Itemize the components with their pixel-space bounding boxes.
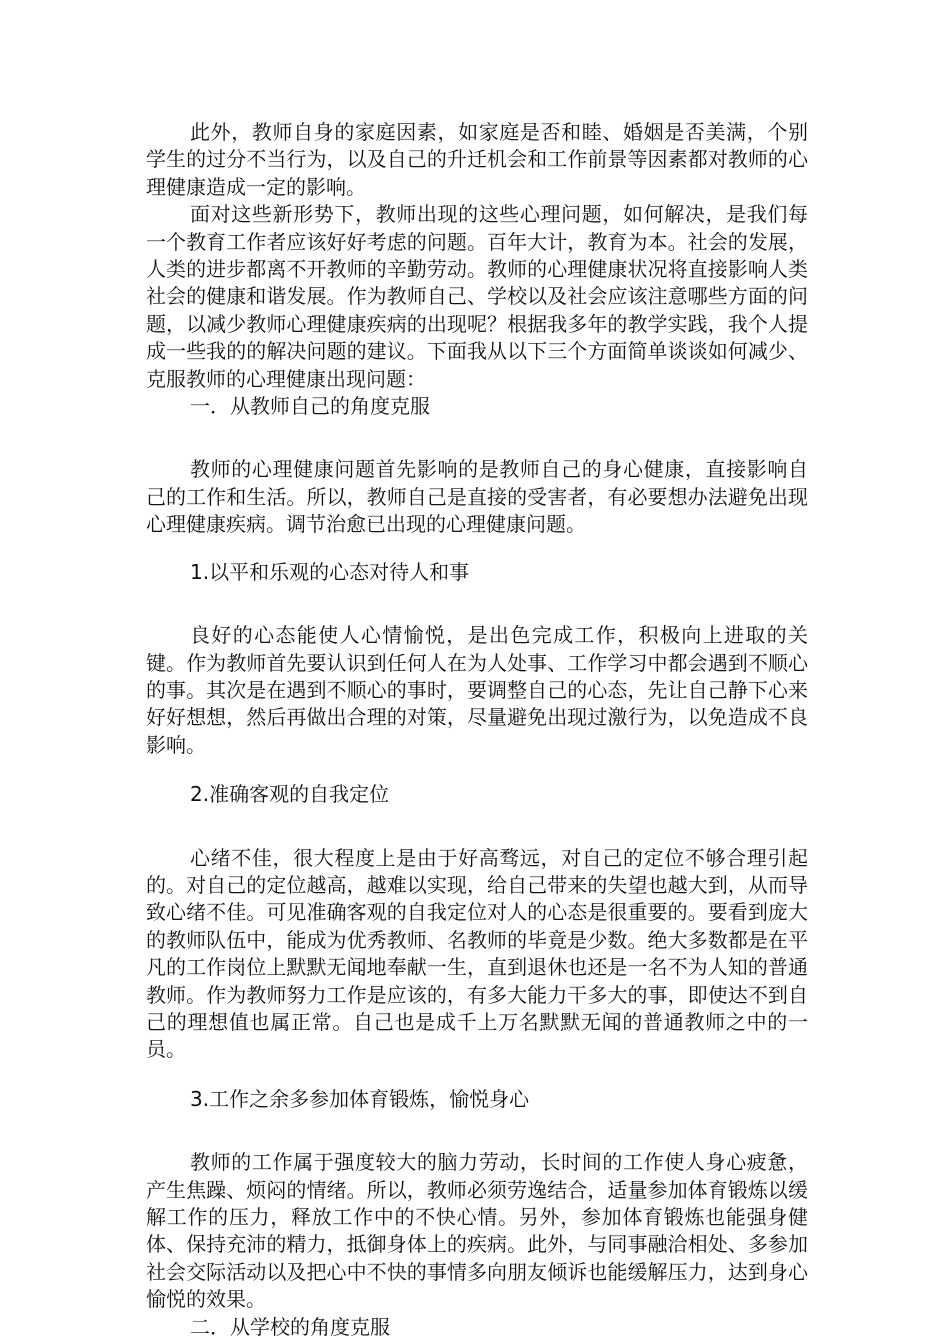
spacer (146, 759, 808, 781)
paragraph-good-attitude: 良好的心态能使人心情愉悦，是出色完成工作，积极向上进取的关键。作为教师首先要认识到任何人在为人处事、工作学习中都会遇到不顺心的事。其次是在遇到不顺心的事时，要调整自己的心态，先让自己静下心来好好想想，然后再做出合理的对策，尽量避免出现过激行为，以免造成不良影响。 (146, 623, 808, 757)
spacer (146, 420, 808, 456)
paragraph-bad-mood: 心绪不佳，很大程度上是由于好高骛远，对自己的定位不够合理引起的。对自己的定位越高，越难以实现，给自己带来的失望也越大到，从而导致心绪不佳。可见准确客观的自我定位对人的心态是很重要的。要看到庞大的教师队伍中，能成为优秀教师、名教师的毕竟是少数。绝大多数都是在平凡的工作岗位上默默无闻地奉献一生，直到退休也还是一名不为人知的普通教师。作为教师努力工作是应该的，有多大能力干多大的事，即使达不到自己的理想值也属正常。自己也是成千上万名默默无闻的普通教师之中的一员。 (146, 845, 808, 1062)
document-body (146, 119, 808, 1341)
paragraph-new-situation: 面对这些新形势下，教师出现的这些心理问题，如何解决，是我们每一个教育工作者应该好好考虑的问题。百年大计，教育为本。社会的发展，人类的进步都离不开教师的辛勤劳动。教师的心理健康状况将直接影响人类社会的健康和谐发展。作为教师自己、学校以及社会应该注意哪些方面的问题，以减少教师心理健康疾病的出现呢？根据我多年的教学实践，我个人提成一些我的的解决问题的建议。下面我从以下三个方面简单谈谈如何减少、克服教师的心理健康出现问题： (146, 202, 808, 391)
subheading-physical-exercise: 3.工作之余多参加体育锻炼，愉悦身心 (190, 1086, 530, 1111)
spacer (146, 1064, 808, 1086)
spacer (146, 809, 808, 845)
subheading-self-positioning: 2.准确客观的自我定位 (190, 782, 390, 807)
paragraph-family-factors: 此外，教师自身的家庭因素，如家庭是否和睦、婚姻是否美满，个别学生的过分不当行为，以及自己的升迁机会和工作前景等因素都对教师的心理健康造成一定的影响。 (146, 120, 808, 199)
paragraph-teacher-health: 教师的心理健康问题首先影响的是教师自己的身心健康，直接影响自己的工作和生活。所以，教师自己是直接的受害者，有必要想办法避免出现心理健康疾病。调节治愈已出现的心理健康问题。 (146, 457, 808, 537)
section-heading-school: 二．从学校的角度克服 (190, 1314, 390, 1339)
section-heading-teacher-self: 一．从教师自己的角度克服 (190, 394, 430, 419)
spacer (146, 1113, 808, 1149)
subheading-calm-attitude: 1.以平和乐观的心态对待人和事 (190, 559, 470, 584)
paragraph-mental-labor: 教师的工作属于强度较大的脑力劳动，长时间的工作使人身心疲惫，产生焦躁、烦闷的情绪。所以，教师必须劳逸结合，适量参加体育锻炼以缓解工作的压力，释放工作中的不快心情。另外，参加体育锻炼也能强身健体、保持充沛的精力，抵御身体上的疾病。此外，与同事融洽相处、多参加社会交际活动以及把心中不快的事情多向朋友倾诉也能缓解压力，达到身心愉悦的效果。 (146, 1150, 808, 1312)
spacer (146, 586, 808, 622)
spacer (146, 539, 808, 559)
